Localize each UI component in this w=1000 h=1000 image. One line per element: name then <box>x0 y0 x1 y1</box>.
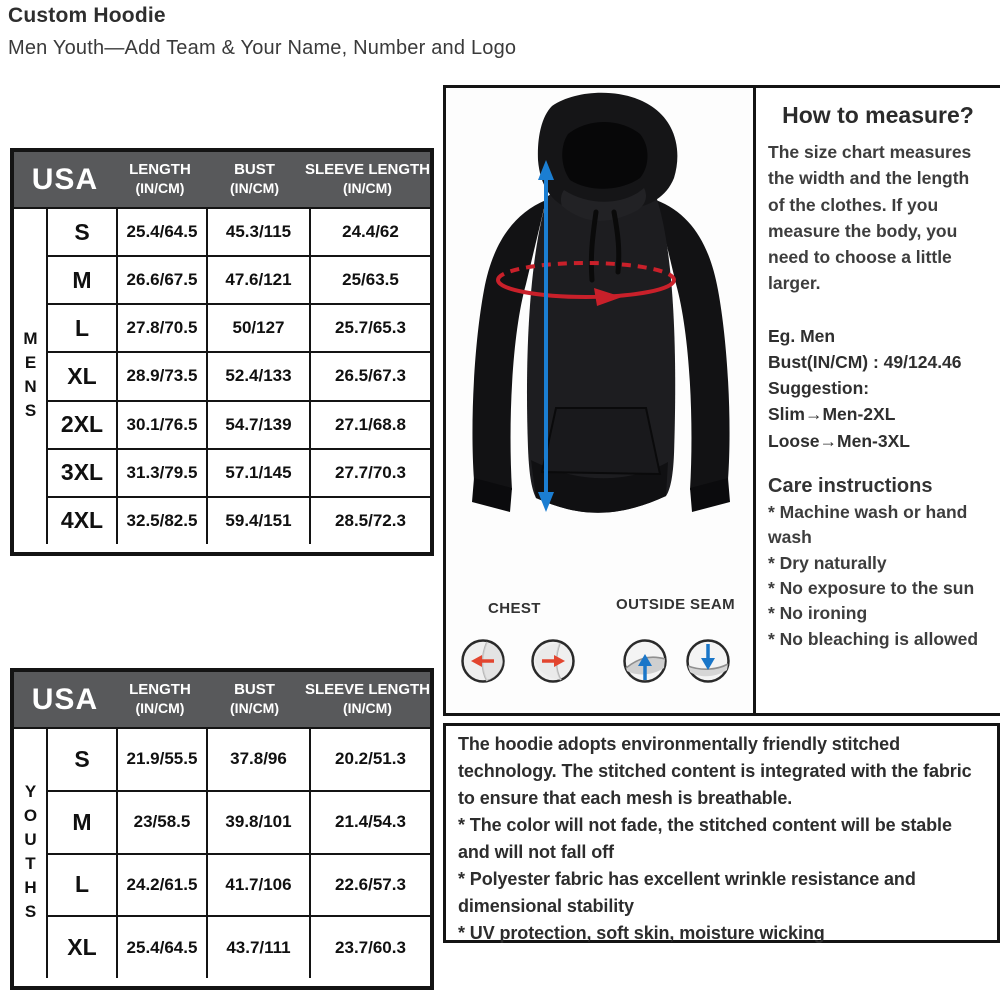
column-header-sleeve: SLEEVE LENGTH (IN/CM) <box>304 681 430 717</box>
table-row: M 26.6/67.5 47.6/121 25/63.5 <box>48 257 430 305</box>
group-label: MENS <box>21 328 40 425</box>
hoodie-measure-panel <box>443 85 756 716</box>
group-label-strip <box>14 729 48 978</box>
table-row: L 24.2/61.5 41.7/106 22.6/57.3 <box>48 855 430 918</box>
example-line: Suggestion: <box>768 378 870 398</box>
outside-seam-measure-label: OUTSIDE SEAM <box>616 596 735 613</box>
group-label: YOUTHS <box>21 781 40 926</box>
mens-size-chart <box>10 148 434 556</box>
example-line: Eg. Men <box>768 325 836 346</box>
youths-size-chart-header <box>14 672 430 729</box>
page-subtitle: Men Youth—Add Team & Your Name, Number and Logo <box>8 37 517 59</box>
care-instructions-heading: Care instructions <box>768 474 933 497</box>
product-note: * UV protection, soft skin, moisture wicking <box>458 923 825 943</box>
product-notes-box <box>443 723 1000 943</box>
table-row: XL 28.9/73.5 52.4/133 26.5/67.3 <box>48 353 430 401</box>
column-header-length: LENGTH (IN/CM) <box>129 161 191 197</box>
chest-measure-label: CHEST <box>488 600 541 617</box>
column-header-length: LENGTH (IN/CM) <box>129 681 191 717</box>
care-instructions-block <box>768 472 988 652</box>
care-item: * No exposure to the sun <box>768 577 975 598</box>
hoodie-product-image <box>446 92 753 532</box>
care-item: * No bleaching is allowed <box>768 628 979 649</box>
table-row: 4XL 32.5/82.5 59.4/151 28.5/72.3 <box>48 498 430 544</box>
page-title: Custom Hoodie <box>8 4 166 27</box>
column-header-bust: BUST (IN/CM) <box>230 681 280 717</box>
product-note: * The color will not fade, the stitched content will be stable and will not fall off <box>458 815 952 862</box>
group-label-strip <box>14 209 48 544</box>
youths-size-chart <box>10 668 434 990</box>
table-row: L 27.8/70.5 50/127 25.7/65.3 <box>48 305 430 353</box>
how-to-measure-panel <box>756 85 1000 716</box>
sizing-example-block <box>768 323 988 454</box>
chest-arrow-left-icon <box>460 638 506 684</box>
table-row: 2XL 30.1/76.5 54.7/139 27.1/68.8 <box>48 402 430 450</box>
table-row: M 23/58.5 39.8/101 21.4/54.3 <box>48 792 430 855</box>
example-line: Loose→Men-3XL <box>768 430 910 451</box>
region-header: USA <box>31 162 99 196</box>
care-item: * No ironing <box>768 603 868 624</box>
chest-arrow-right-icon <box>530 638 576 684</box>
product-note: * Polyester fabric has excellent wrinkle resistance and dimensional stability <box>458 869 916 916</box>
outside-seam-arrow-down-icon <box>685 638 731 684</box>
region-header: USA <box>31 682 99 716</box>
table-row: XL 25.4/64.5 43.7/111 23.7/60.3 <box>48 917 430 978</box>
table-row: 3XL 31.3/79.5 57.1/145 27.7/70.3 <box>48 450 430 498</box>
product-note: The hoodie adopts environmentally friendly stitched technology. The stitched content is integrated with the fabric to ensure that each mesh is breathable. <box>458 734 972 808</box>
how-to-measure-heading: How to measure? <box>782 102 974 128</box>
column-header-sleeve: SLEEVE LENGTH (IN/CM) <box>304 161 430 197</box>
table-row: S 25.4/64.5 45.3/115 24.4/62 <box>48 209 430 257</box>
outside-seam-arrow-up-icon <box>622 638 668 684</box>
example-line: Slim→Men-2XL <box>768 404 896 425</box>
table-row: S 21.9/55.5 37.8/96 20.2/51.3 <box>48 729 430 792</box>
example-line: Bust(IN/CM) : 49/124.46 <box>768 351 962 372</box>
care-item: * Dry naturally <box>768 552 887 573</box>
mens-size-chart-header <box>14 152 430 209</box>
column-header-bust: BUST (IN/CM) <box>230 161 280 197</box>
how-to-measure-body: The size chart measures the width and the length of the clothes. If you measure the body, you need to choose a little larger. <box>768 142 972 294</box>
care-item: * Machine wash or hand wash <box>768 501 968 548</box>
